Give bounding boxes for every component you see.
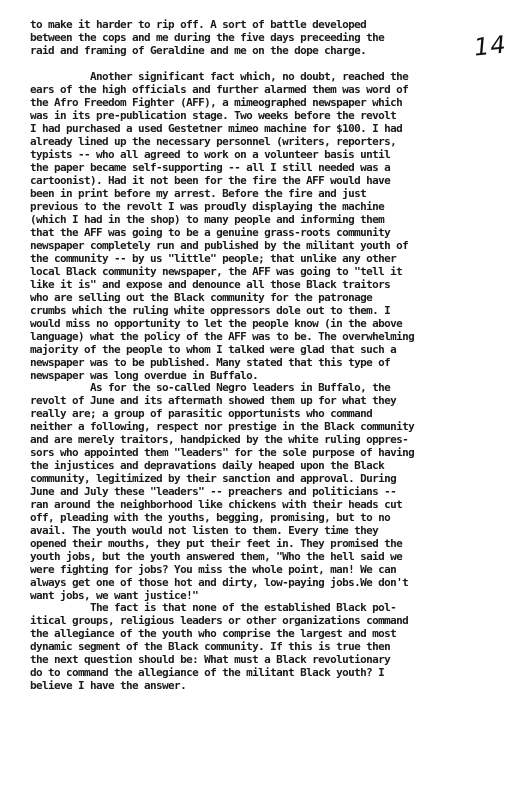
text-line: the next question should be: What must a Black revolutionary: [30, 653, 391, 666]
text-line: youth jobs, but the youth answered them, "Who the hell said we: [30, 550, 403, 563]
text-line: the allegiance of the youth who comprise the largest and most: [30, 627, 397, 640]
text-line: previous to the revolt I was proudly displaying the machine: [30, 200, 385, 213]
text-line: typists -- who all agreed to work on a volunteer basis until: [30, 148, 391, 161]
text-line: itical groups, religious leaders or other organizations command: [30, 614, 409, 627]
text-line: always get one of those hot and dirty, low-paying jobs.We don't: [30, 576, 409, 589]
text-line: I had purchased a used Gestetner mimeo machine for $100. I had: [30, 122, 403, 135]
text-line: ran around the neighborhood like chickens with their heads cut: [30, 498, 403, 511]
text-line: already lined up the necessary personnel (writers, reporters,: [30, 135, 397, 148]
text-line: do to command the allegiance of the militant Black youth? I: [30, 666, 385, 679]
text-line: cartoonist). Had it not been for the fire the AFF would have: [30, 174, 391, 187]
paragraph-1: [30, 18, 505, 57]
text-line: was in its pre-publication stage. Two weeks before the revolt: [30, 109, 397, 122]
text-line: really are; a group of parasitic opportunists who command: [30, 407, 373, 420]
text-line: between the cops and me during the five days preceeding the: [30, 31, 385, 44]
text-line: avail. The youth would not listen to them. Every time they: [30, 524, 379, 537]
text-line: would miss no opportunity to let the people know (in the above: [30, 317, 403, 330]
text-line: off, pleading with the youths, begging, promising, but to no: [30, 511, 391, 524]
text-line: newspaper was long overdue in Buffalo.: [30, 369, 259, 382]
text-line: raid and framing of Geraldine and me on the dope charge.: [30, 44, 367, 57]
text-line: that the AFF was going to be a genuine grass-roots community: [30, 226, 391, 239]
text-line: like it is" and expose and denounce all those Black traitors: [30, 278, 391, 291]
paragraph-3: [30, 381, 505, 602]
text-line: language) what the policy of the AFF was to be. The overwhelming: [30, 330, 415, 343]
paragraph-2: [30, 70, 505, 382]
text-line: local Black community newspaper, the AFF was going to "tell it: [30, 265, 403, 278]
text-line: the community -- by us "little" people; that unlike any other: [30, 252, 397, 265]
text-line: Another significant fact which, no doubt, reached the: [30, 70, 409, 83]
text-line: neither a following, respect nor prestige in the Black community: [30, 420, 415, 433]
text-line: newspaper completely run and published by the militant youth of: [30, 239, 409, 252]
text-line: the Afro Freedom Fighter (AFF), a mimeographed newspaper which: [30, 96, 403, 109]
text-line: and are merely traitors, handpicked by the white ruling oppres-: [30, 433, 409, 446]
text-line: who are selling out the Black community for the patronage: [30, 291, 373, 304]
text-line: newspaper was to be published. Many stated that this type of: [30, 356, 391, 369]
paragraph-4: [30, 601, 505, 692]
text-line: were fighting for jobs? You miss the whole point, man! We can: [30, 563, 397, 576]
text-line: the injustices and depravations daily heaped upon the Black: [30, 459, 385, 472]
text-line: (which I had in the shop) to many people and informing them: [30, 213, 385, 226]
text-line: majority of the people to whom I talked were glad that such a: [30, 343, 397, 356]
text-line: community, legitimized by their sanction and approval. During: [30, 472, 397, 485]
text-line: the paper became self-supporting -- all I still needed was a: [30, 161, 391, 174]
text-line: crumbs which the ruling white oppressors dole out to them. I: [30, 304, 391, 317]
text-line: sors who appointed them "leaders" for the sole purpose of having: [30, 446, 415, 459]
text-line: been in print before my arrest. Before the fire and just: [30, 187, 367, 200]
text-line: June and July these "leaders" -- preachers and politicians --: [30, 485, 397, 498]
text-line: ears of the high officials and further alarmed them was word of: [30, 83, 409, 96]
text-line: revolt of June and its aftermath showed them up for what they: [30, 394, 397, 407]
text-line: As for the so-called Negro leaders in Buffalo, the: [30, 381, 391, 394]
handwritten-page-number: 14: [472, 30, 508, 62]
text-line: The fact is that none of the established Black pol-: [30, 601, 397, 614]
text-line: want jobs, we want justice!": [30, 589, 199, 602]
text-line: dynamic segment of the Black community. If this is true then: [30, 640, 391, 653]
text-line: to make it harder to rip off. A sort of battle developed: [30, 18, 367, 31]
text-line: opened their mouths, they put their feet in. They promised the: [30, 537, 403, 550]
text-line: believe I have the answer.: [30, 679, 187, 692]
